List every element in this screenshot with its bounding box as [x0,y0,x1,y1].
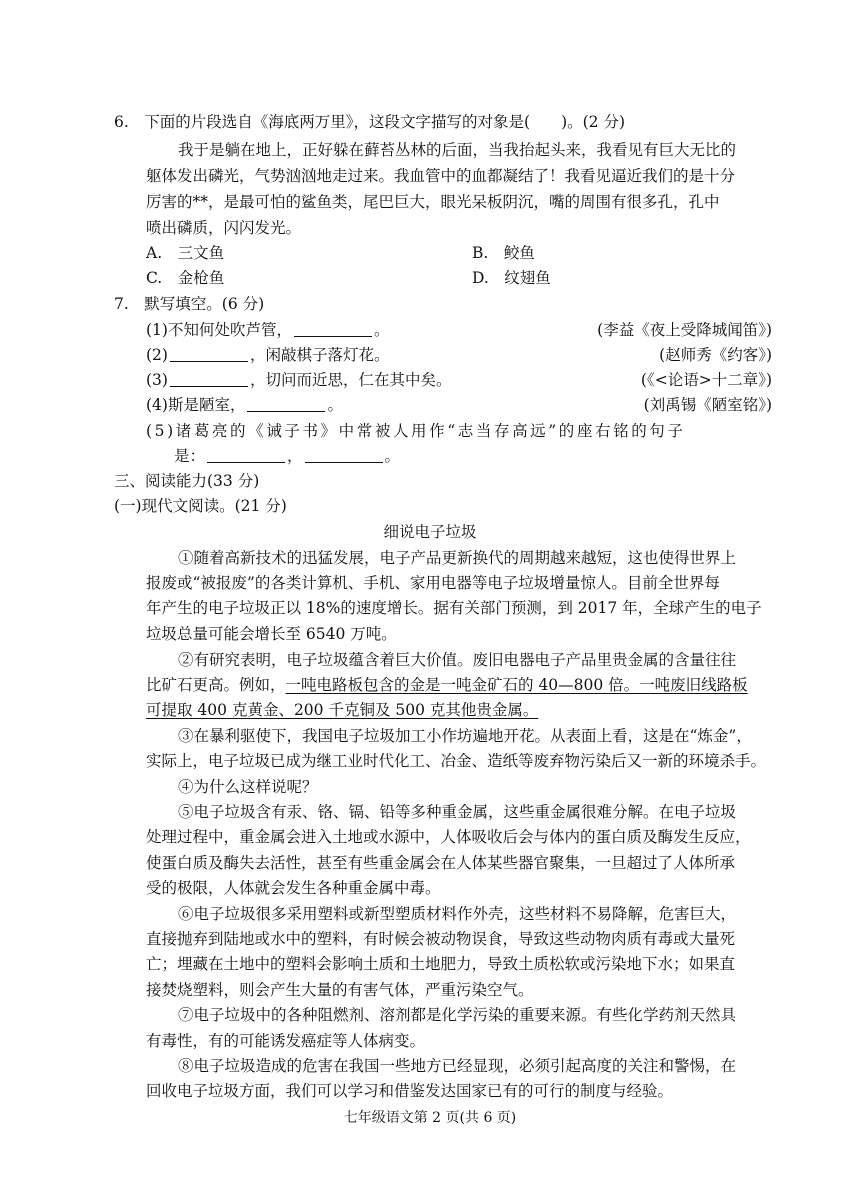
article-line: 处理过程中，重金属会进入土地或水源中，人体吸收后会与体内的蛋白质及酶发生反应， [146,828,751,846]
q6-option-c: C. 金枪鱼 [146,269,225,287]
article-text: 比矿石更高。例如， [146,676,286,694]
q7-item-4 [146,395,343,415]
article-line: ⑧电子垃圾造成的危害在我国一些地方已经显现，必须引起高度的关注和警惕，在 [178,1057,737,1075]
article-line: 受的极限，人体就会发生各种重金属中毒。 [146,879,441,897]
article-line: ④为什么这样说呢？ [178,778,318,796]
underlined-sentence: 可提取 400 克黄金、200 千克铜及 500 克其他贵金属。 [146,701,539,719]
q7-item-3 [146,370,451,390]
article-line: ①随着高新技术的迅猛发展，电子产品更新换代的周期越来越短，这也使得世界上 [178,549,737,567]
article-line: 垃圾总量可能会增长至 6540 万吨。 [146,625,397,643]
q7-item-text: 。 [384,447,401,465]
subsection-heading: (一)现代文阅读。(21 分) [114,497,287,515]
q7-item-text: ，切问而近思，仁在其中矣。 [249,371,452,389]
q7-source-3: (《<论语>十二章》) [640,371,772,389]
article-line: 直接抛弃到陆地或水中的塑料，有时候会被动物误食，导致这些动物肉质有毒或大量死 [146,930,736,948]
q7-item-text: (2) [146,346,168,364]
q7-item-5-line1: (5)诸葛亮的《诫子书》中常被人用作“志当存高远”的座右铭的句子 [146,422,686,440]
q6-passage-line: 厉害的**，是最可怕的鲨鱼类，尾巴巨大，眼光呆板阴沉，嘴的周围有很多孔，孔中 [146,193,720,211]
article-line: ②有研究表明，电子垃圾蕴含着巨大价值。废旧电器电子产品里贵金属的含量往往 [178,651,737,669]
q6-option-d: D. 纹翅鱼 [472,269,551,287]
q7-source-2: (赵师秀《约客》) [659,346,772,364]
q7-item-2 [146,345,389,365]
q7-item-text: ，闲敲棋子落灯花。 [249,346,390,364]
article-line: ⑥电子垃圾很多采用塑料或新型塑质材料作外壳，这些材料不易降解，危害巨大， [178,905,737,923]
q6-passage-line: 喷出磷质，闪闪发光。 [146,219,302,237]
article-line: ⑤电子垃圾含有汞、铬、镉、铅等多种重金属，这些重金属很难分解。在电子垃圾 [178,803,737,821]
answer-blank [305,448,383,463]
q7-item-text: ， [287,447,303,465]
article-line: 有毒性，有的可能诱发癌症等人体病变。 [146,1032,426,1050]
article-line: ⑦电子垃圾中的各种阻燃剂、溶剂都是化学污染的重要来源。有些化学药剂天然具 [178,1006,737,1024]
article-line: ③在暴利驱使下，我国电子垃圾加工小作坊遍地开花。从表面上看，这是在“炼金”， [178,727,752,745]
answer-blank [247,397,325,412]
q6-passage-line: 我于是躺在地上，正好躲在藓苔丛林的后面，当我抬起头来，我看见有巨大无比的 [178,141,737,159]
section-heading: 三、阅读能力(33 分) [114,472,260,490]
q7-item-text: 。 [373,321,390,339]
article-line: 实际上，电子垃圾已成为继工业时代化工、冶金、造纸等废弃物污染后又一新的环境杀手。 [146,752,767,770]
q6-passage-line: 躯体发出磷光，气势汹汹地走过来。我血管中的血都凝结了！我看见逼近我们的是十分 [146,167,736,185]
q7-item-text: 。 [327,396,343,414]
answer-blank [294,322,372,337]
article-line: 报废或“被报废”的各类计算机、手机、家用电器等电子垃圾增量惊人。目前全世界每 [146,574,720,592]
article-line: 使蛋白质及酶失去活性，甚至有些重金属会在人体某些器官聚集，一旦超过了人体所承 [146,854,736,872]
q7-item-5-line2 [174,446,400,466]
article-line: 接焚烧塑料，则会产生大量的有害气体，严重污染空气。 [146,981,534,999]
q7-item-text: (3) [146,371,168,389]
q7-stem: 7. 默写填空。(6 分) [114,295,265,313]
answer-blank [207,448,285,463]
q7-item-1 [146,320,389,340]
q7-item-text: 是： [174,447,206,465]
article-line: 亡；埋藏在土地中的塑料会影响土质和土地肥力，导致土质松软或污染地下水；如果直 [146,955,736,973]
q6-option-b: B. 鲛鱼 [472,244,535,262]
q7-item-text: (1)不知何处吹芦管， [146,321,292,339]
q6-option-a: A. 三文鱼 [146,244,225,262]
underlined-sentence: 一吨电路板包含的金是一吨金矿石的 40—800 倍。一吨废旧线路板 [285,676,748,694]
article-line: 年产生的电子垃圾正以 18%的速度增长。据有关部门预测，到 2017 年，全球产生的电子 [146,599,762,617]
answer-blank [170,372,248,387]
article-title: 细说电子垃圾 [383,523,477,541]
page-footer: 七年级语文第 2 页(共 6 页) [343,1110,517,1126]
q7-item-text: (4)斯是陋室， [146,396,246,414]
q7-source-1: (李益《夜上受降城闻笛》) [597,321,772,339]
q7-source-4: (刘禹锡《陋室铭》) [643,396,772,414]
answer-blank [170,347,248,362]
article-line: 回收电子垃圾方面，我们可以学习和借鉴发达国家已有的可行的制度与经验。 [146,1082,674,1100]
article-line [146,675,748,695]
q6-stem: 6. 下面的片段选自《海底两万里》，这段文字描写的对象是( )。(2 分) [114,113,626,131]
